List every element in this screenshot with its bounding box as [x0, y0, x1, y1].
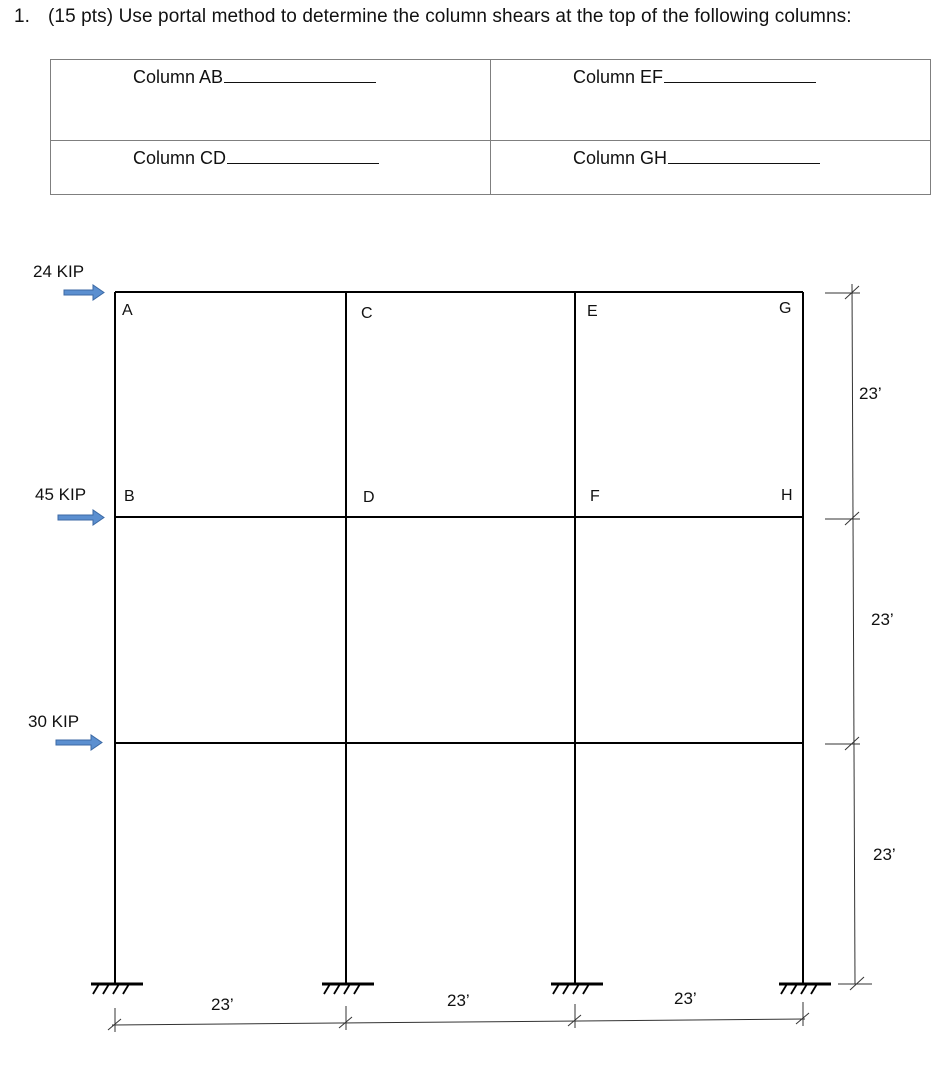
node-label-g: G [779, 300, 792, 317]
bay-width-label-1: 23’ [211, 995, 234, 1014]
node-label-c: C [361, 305, 373, 322]
fixed-support-icon [322, 984, 374, 994]
load-label-roof: 24 KIP [33, 262, 85, 281]
frame-members [115, 292, 803, 984]
answer-label-cd: Column CD [133, 145, 379, 169]
load-arrows [56, 285, 104, 750]
answer-label-ef: Column EF [573, 64, 816, 88]
load-label-first-floor: 30 KIP [28, 712, 80, 731]
fixed-support-icon [779, 984, 831, 994]
node-label-f: F [590, 488, 600, 505]
arrow-right-icon [56, 735, 102, 750]
node-label-h: H [781, 487, 793, 504]
node-label-d: D [363, 489, 375, 506]
node-label-b: B [124, 488, 135, 505]
story-height-label-middle: 23’ [871, 610, 894, 629]
node-label-e: E [587, 303, 598, 320]
fixed-support-icon [91, 984, 143, 994]
question-prompt: (15 pts) Use portal method to determine the column shears at the top of the following columns: [48, 6, 852, 27]
bay-width-label-3: 23’ [674, 989, 697, 1008]
bay-width-label-2: 23’ [447, 991, 470, 1010]
story-height-label-top: 23’ [859, 384, 882, 403]
fixed-support-icon [551, 984, 603, 994]
node-label-a: A [122, 302, 133, 319]
arrow-right-icon [64, 285, 104, 300]
question-number: 1. [14, 6, 31, 27]
load-label-second-floor: 45 KIP [35, 485, 87, 504]
answer-label-ab: Column AB [133, 64, 376, 88]
story-height-label-bottom: 23’ [873, 845, 896, 864]
arrow-right-icon [58, 510, 104, 525]
answer-label-gh: Column GH [573, 145, 820, 169]
